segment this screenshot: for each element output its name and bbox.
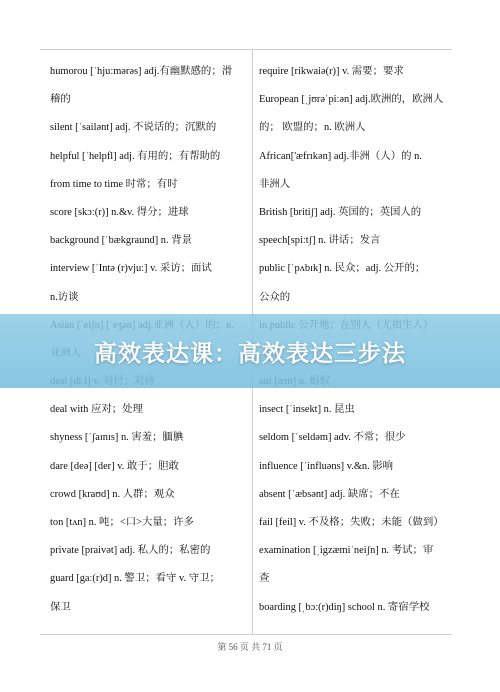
- vocab-line: seldom [ˈseldəm] adv. 不常；很少: [259, 432, 406, 444]
- vocab-line: n.访谈: [50, 291, 79, 303]
- vocab-line: boarding [ˌbɔː(r)diŋ] school n. 寄宿学校: [259, 601, 430, 613]
- vocab-line: from time to time 时常；有时: [50, 178, 178, 190]
- vocab-line: 非洲人: [259, 178, 291, 190]
- vocab-line: guard [gaː(r)d] n. 警卫；看守 v. 守卫；: [50, 573, 220, 585]
- vocab-line: insect [ˈinsekt] n. 昆虫: [259, 404, 355, 416]
- vocab-line: require [rikwaiə(r)] v. 需要；要求: [259, 66, 404, 77]
- vocab-line: interview [ˈIntə (r)vjuː] v. 采访；面试: [50, 263, 212, 275]
- vocab-line: 保卫: [50, 601, 71, 613]
- vocab-line: absent [ˈæbsənt] adj. 缺席；不在: [259, 488, 400, 500]
- vocab-line: background [ˈbækgraund] n. 背景: [50, 235, 192, 247]
- vocab-line: 查: [259, 573, 270, 585]
- vocab-line: deal with 应对；处理: [50, 404, 143, 416]
- vocab-line: European [ˌjʊrəˈpiːən] adj.欧洲的，欧洲人: [259, 94, 444, 106]
- vocab-line: dare [deə] [der] v. 敢于；胆敢: [50, 460, 179, 472]
- vocab-line: African['æfrɪkən] adj.非洲（人）的 n.: [259, 150, 422, 162]
- vocab-line: examination [ˌigzæmiˈneiʃn] n. 考试；审: [259, 545, 434, 557]
- vocab-line: helpful [ˈhelpfl] adj. 有用的；有帮助的: [50, 150, 221, 162]
- vocab-line: influence [ˈinfluəns] v.&n. 影响: [259, 460, 394, 472]
- vocab-line: fail [feil] v. 不及格；失败；未能（做到）: [259, 517, 444, 528]
- page-number-footer: 第 56 页 共 71 页: [217, 642, 283, 652]
- banner-title: 高效表达课：高效表达三步法: [94, 340, 406, 367]
- top-rule: [40, 49, 452, 50]
- bottom-rule: [40, 634, 452, 635]
- vocab-line: 的； 欧盟的；n. 欧洲人: [259, 122, 366, 134]
- vocab-line: 公众的: [259, 291, 291, 303]
- vocab-line: shyness [ˈʃaɪnɪs] n. 害羞；腼腆: [50, 432, 184, 444]
- vocab-line: score [skɔː(r)] n.&v. 得分；进球: [50, 206, 189, 218]
- vocab-line: British [britiʃ] adj. 英国的；英国人的: [259, 206, 422, 218]
- vocab-line: crowd [kraʊd] n. 人群；观众: [50, 488, 175, 500]
- overlay-banner: [0, 314, 500, 388]
- vocab-line: 稽的: [50, 94, 71, 106]
- vocab-line: humorou [ˈhjuːmərəs] adj.有幽默感的；滑: [50, 66, 233, 77]
- vocab-line: silent [ˈsailənt] adj. 不说话的；沉默的: [50, 122, 217, 134]
- vocab-line: speech[spiːtʃ] n. 讲话；发言: [259, 235, 381, 247]
- vocab-line: public [ˈpʌbɪk] n. 民众；adj. 公开的；: [259, 263, 426, 275]
- vocab-line: private [praivət] adj. 私人的；私密的: [50, 545, 211, 557]
- vocab-line: ton [tʌn] n. 吨；<口>大量；许多: [50, 517, 194, 528]
